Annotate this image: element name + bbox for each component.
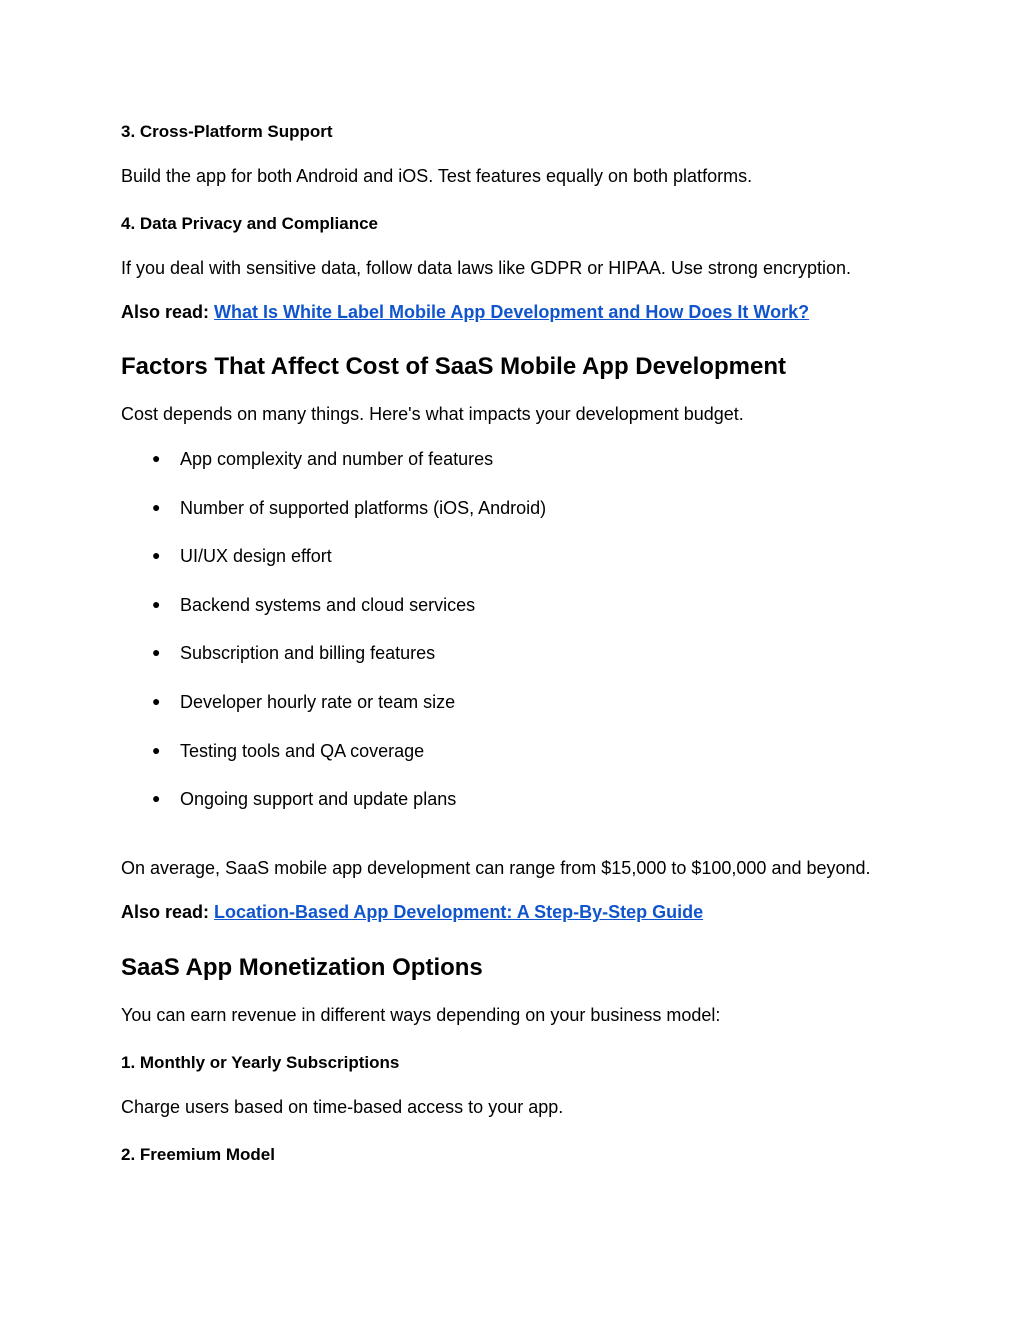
monetization-intro: You can earn revenue in different ways depending on your business model:	[121, 1005, 721, 1025]
also-read-label: Also read:	[121, 902, 210, 922]
list-item: ● UI/UX design effort	[152, 546, 332, 566]
location-based-article-link[interactable]: Location-Based App Development: A Step-By-Step Guide	[214, 902, 704, 922]
bullet-icon: ●	[152, 499, 161, 515]
bullet-icon: ●	[152, 450, 161, 466]
cost-summary: On average, SaaS mobile app development can range from $15,000 to $100,000 and beyond.	[121, 858, 871, 878]
privacy-heading: 4. Data Privacy and Compliance	[121, 214, 378, 233]
white-label-article-link[interactable]: What Is White Label Mobile App Development and How Does It Work?	[214, 302, 810, 322]
cost-factors-title: Factors That Affect Cost of SaaS Mobile App Development	[121, 353, 786, 380]
privacy-body: If you deal with sensitive data, follow data laws like GDPR or HIPAA. Use strong encryption.	[121, 258, 851, 278]
bullet-icon: ●	[152, 644, 161, 660]
bullet-icon: ●	[152, 596, 161, 612]
cost-factors-intro: Cost depends on many things. Here's what impacts your development budget.	[121, 404, 744, 424]
cross-platform-body: Build the app for both Android and iOS. Test features equally on both platforms.	[121, 166, 753, 186]
list-item: ● Backend systems and cloud services	[152, 595, 476, 615]
list-item: ● Developer hourly rate or team size	[152, 692, 456, 712]
list-item: ● Number of supported platforms (iOS, Android)	[152, 498, 547, 518]
bullet-icon: ●	[152, 742, 161, 758]
also-read-location-based	[121, 902, 703, 923]
bullet-icon: ●	[152, 547, 161, 563]
subscriptions-heading: 1. Monthly or Yearly Subscriptions	[121, 1053, 400, 1072]
list-item: ● Ongoing support and update plans	[152, 789, 457, 809]
monetization-title: SaaS App Monetization Options	[121, 954, 483, 981]
bullet-icon: ●	[152, 790, 161, 806]
list-item: ● Testing tools and QA coverage	[152, 741, 425, 761]
list-item: ● Subscription and billing features	[152, 643, 436, 663]
also-read-label: Also read:	[121, 302, 210, 322]
freemium-heading: 2. Freemium Model	[121, 1145, 275, 1164]
list-item: ● App complexity and number of features	[152, 449, 494, 469]
also-read-white-label	[121, 302, 809, 323]
bullet-icon: ●	[152, 693, 161, 709]
cross-platform-heading: 3. Cross-Platform Support	[121, 122, 333, 141]
subscriptions-body: Charge users based on time-based access to your app.	[121, 1097, 564, 1117]
